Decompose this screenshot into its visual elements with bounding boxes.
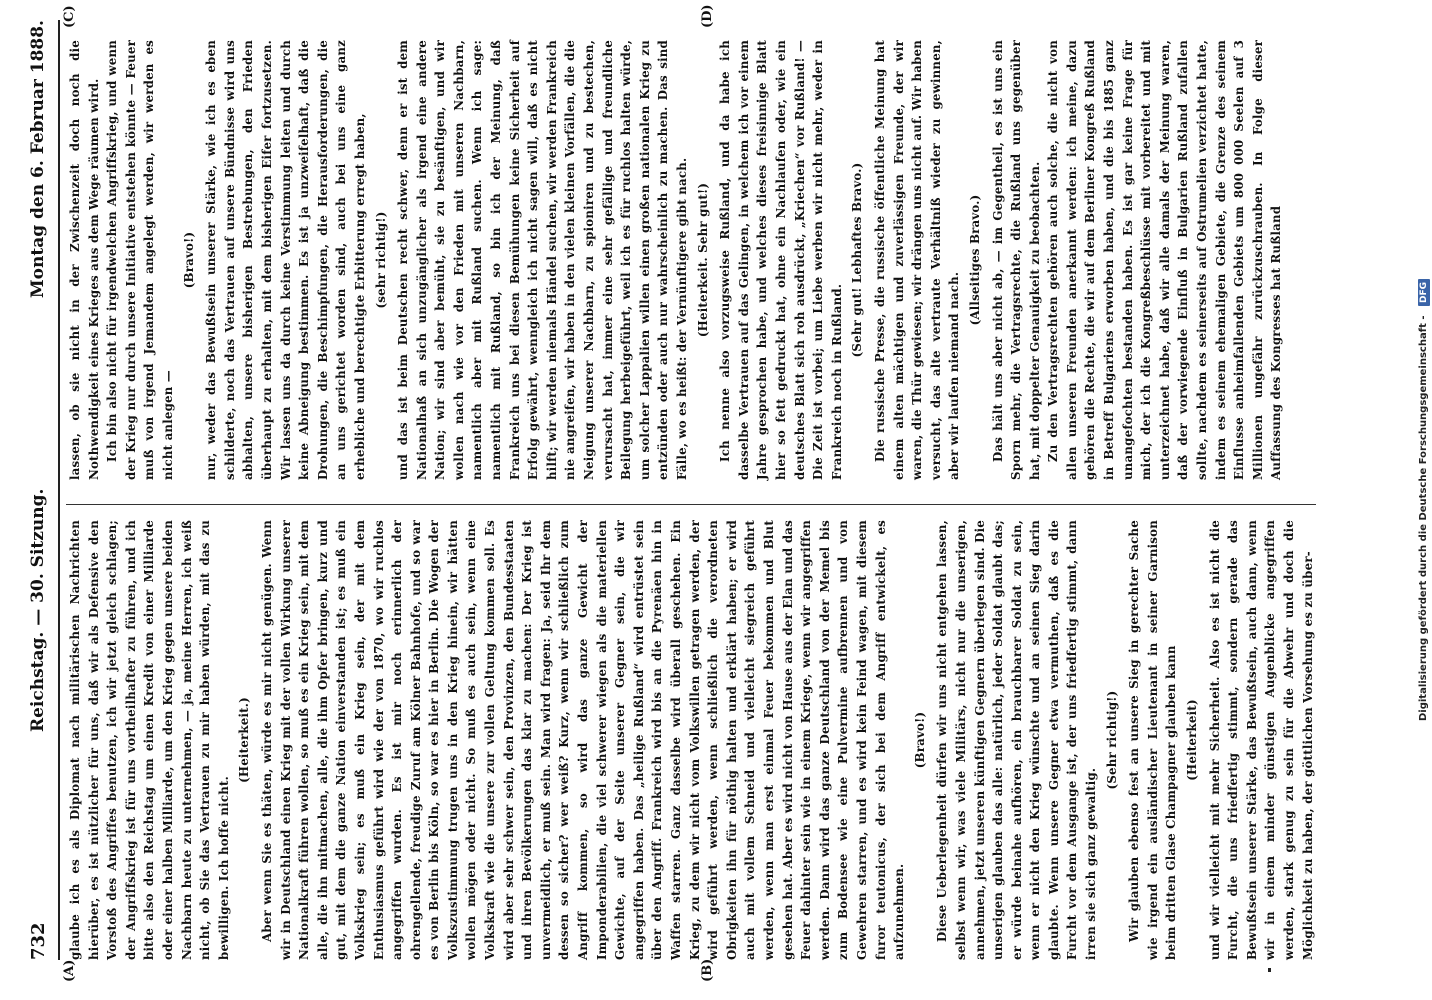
interjection: (Heiterkeit.) xyxy=(237,697,252,783)
interjection: (sehr richtig!) xyxy=(373,211,388,309)
interjection: (Sehr richtig!) xyxy=(1104,690,1119,790)
speech-paragraph: Diese Ueberlegenheit dürfen wir uns nicht entgehen lassen, selbst wenn wir, was viele Militärs, nicht nur die unserigen, annehmen, jetzt unseren künftigen Gegnern überlegen sind. Die unserigen glauben das alle: natürlich, jeder Soldat glaubt das; er würde beinahe aufhören, ein brauchbarer Soldat zu sein, wenn er nicht den Krieg wünschte und an seinen Sieg darin glaubte. Wenn unsere Gegner etwa vermuthen, daß es die Furcht vor dem Ausgange ist, der uns friedfertig stimmt, dann irren sie sich ganz gewaltig. xyxy=(935,520,1099,960)
column-divider xyxy=(66,504,1316,505)
interjection: (Heiterkeit) xyxy=(1185,699,1200,781)
interjection: (Heiterkeit. Sehr gut!) xyxy=(695,182,710,338)
margin-marker-c: (C) xyxy=(62,5,77,28)
speech-paragraph: lassen, ob sie nicht in der Zwischenzeit doch noch die Nothwendigkeit eines Krieges aus dem Wege räumen wird. xyxy=(68,40,101,480)
interjection: (Bravo!) xyxy=(912,711,927,769)
speech-paragraph: Ich bin also nicht für irgendwelchen Angriffskrieg, und wenn der Krieg nur durch unsere Initiative entstehen könnte — Feuer muß von irgend Jemandem angelegt werden, wir werden es nicht anlegen — xyxy=(105,40,175,480)
margin-marker-a: (A) xyxy=(62,959,77,982)
interjection: (Allseitiges Bravo.) xyxy=(967,194,982,326)
session-title: Reichstag. — 30. Sitzung. xyxy=(28,488,48,733)
speech-paragraph: Ich nenne also vorzugsweise Rußland, und da habe ich dasselbe Vertrauen auf das Gelingen, in welchem ich vor einem Jahre gesprochen habe, und welches dieses freisinnige Blatt hier so fett gedruckt hat, ohne ein Nachlaufen oder, wie ein deutsches Blatt sich roh ausdrückt, „Kriechen“ vor Rußland! — Die Zeit ist vorbei; um Liebe werben wir nicht mehr, weder in Frankreich noch in Rußland. xyxy=(718,40,844,480)
session-date: Montag den 6. Februar 1888. xyxy=(28,20,48,299)
speech-paragraph: Die russische Presse, die russische öffentliche Meinung hat einem alten mächtigen und zuverlässigen Freunde, der wir waren, die Thür gewiesen; wir drängen uns nicht auf. Wir haben versucht, das alte vertraute Verhältniß wieder zu gewinnen, aber wir laufen niemand nach. xyxy=(872,40,962,480)
credit-text: Digitalisierung gefördert durch die Deutsche Forschungsgemeinschaft - xyxy=(1418,315,1429,722)
interjection: (Bravo!) xyxy=(181,231,196,289)
speech-paragraph: nur, weder das Bewußtsein unserer Stärke, wie ich es eben schilderte, noch das Vertrauen auf unsere Bündnisse wird uns abhalten, unsere bisherigen Bestrebungen, den Frieden überhaupt zu erhalten, mit dem bisherigen Eifer fortzusetzen. Wir lassen uns da durch keine Verstimmung leiten und durch keine Abneigung bestimmen. Es ist ja unzweifelhaft, daß die Drohungen, die Beschimpfungen, die Herausforderungen, die an uns gerichtet worden sind, auch bei uns eine ganz erhebliche und berechtigte Erbitterung erregt haben, xyxy=(204,40,367,480)
speech-paragraph: Aber wenn Sie es thäten, würde es mir nicht genügen. Wenn wir in Deutschland einen Krieg mit der vollen Wirkung unserer Nationalkraft führen wollen, so muß es ein Krieg sein, mit dem alle, die ihn mitmachen, alle, die ihm Opfer bringen, kurz und gut, mit dem die ganze Nation einverstanden ist; es muß ein Volkskrieg sein; es muß ein Krieg sein, der mit dem Enthusiasmus geführt wird wie der von 1870, wo wir ruchlos angegriffen wurden. Es ist mir noch erinnerlich der ohrengellende, freudige Zuruf am Kölner Bahnhofe, und so war es von Berlin bis Köln, so war es hier in Berlin. Die Wogen der Volkszustimmung trugen uns in den Krieg hinein, wir hätten wollen mögen oder nicht. So muß es auch sein, wenn eine Volkskraft wie die unsere zur vollen Geltung kommen soll. Es wird aber sehr schwer sein, den Provinzen, den Bundesstaaten und ihren Bevölkerungen das klar zu machen: Der Krieg ist unvermeidlich, er muß sein. Man wird fragen: Ja, seid Ihr dem dessen so sicher? wer weiß? Kurz, wenn wir schließlich zum Angriff kommen, so wird das ganze Gewicht der Imponderabilien, die viel schwerer wiegen als die materiellen Gewichte, auf der Seite unserer Gegner sein, die wir angegriffen haben. Das „heilige Rußland“ wird entrüstet sein über den Angriff. Frankreich wird bis an die Pyrenäen hin in Waffen starren. Ganz dasselbe wird überall geschehen. Ein Krieg, zu dem wir nicht vom Volkswillen getragen werden, der wird geführt werden, wenn schließlich die verordneten Obrigkeiten ihn für nöthig halten und erklärt haben; er wird auch mit vollem Schneid und vielleicht siegreich geführt werden, wenn man erst einmal Feuer bekommen und Blut gesehen hat. Aber es wird nicht von Hause aus der Elan und das Feuer dahinter sein wie in einem Kriege, wenn wir angegriffen werden. Dann wird das ganze Deutschland von der Memel bis zum Bodensee wie eine Pulvermine aufbrennen und von Gewehren starren, und es wird kein Feind wagen, mit diesem furor teutonicus, der sich bei dem Angriff entwickelt, es aufzunehmen. xyxy=(259,520,907,960)
dfg-logo: DFG xyxy=(1418,279,1430,306)
interjection: (Sehr gut! Lebhaftes Bravo.) xyxy=(850,162,865,358)
speech-paragraph: und wir vielleicht mit mehr Sicherheit. Also es ist nicht die Furcht, die uns friedfertig stimmt, sondern gerade das Bewußtsein unserer Stärke, das Bewußtsein, auch dann, wenn wir in einem minder günstigen Augenblicke angegriffen werden, stark genug zu sein für die Abwehr und doch die Möglichkeit zu haben, der göttlichen Vorsehung es zu über- xyxy=(1207,520,1315,960)
digitization-credit xyxy=(1418,0,1430,1000)
page-header xyxy=(18,20,60,960)
left-text-column xyxy=(66,520,1317,960)
speech-paragraph: glaube ich es als Diplomat nach militärischen Nachrichten hierüber, es ist nützlicher für uns, daß wir als Defensive den Vorstoß des Angriffes benutzen, ich wir jetzt gleich schlagen; der Angriffskrieg ist für uns vortheilhafter zu führen, und ich bitte also den Reichstag um einen Kredit von einer Milliarde oder einer halben Milliarde, um den Krieg gegen unsere beiden Nachbarn heute zu unternehmen, — ja, meine Herren, ich weiß nicht, ob Sie das Vertrauen zu mir haben würden, mit das zu bewilligen. Ich hoffe nicht. xyxy=(68,520,231,960)
page-number: 732 xyxy=(27,922,49,960)
speech-paragraph: Das hält uns aber nicht ab, — im Gegentheil, es ist uns ein Sporn mehr, die Vertragsrechte, die Rußland uns gegenüber hat, mit doppelter Genauigkeit zu beobachten. xyxy=(990,40,1042,480)
scan-speck xyxy=(1268,968,1271,972)
speech-paragraph: Wir glauben ebenso fest an unsere Sieg in gerechter Sache wie irgend ein ausländischer Lieutenant in seiner Garnison beim dritten Glase Champagner glauben kann xyxy=(1127,520,1179,960)
right-text-column xyxy=(66,40,1286,480)
speech-paragraph: und das ist beim Deutschen recht schwer, denn er ist dem Nationalhaß an sich unzugänglicher als irgend eine andere Nation; wir sind aber bemüht, sie zu besänftigen, und wir wollen nach wie vor den Frieden mit unseren Nachbarn, namentlich aber mit Rußland suchen. Wenn ich sage: namentlich mit Rußland, so bin ich der Meinung, daß Frankreich uns bei diesen Bemühungen keine Sicherheit auf Erfolg gewährt, wenngleich ich nicht sagen will, daß es nicht hilft; wir werden niemals Händel suchen, wir werden Frankreich nie angreifen, wir haben in den vielen kleinen Vorfällen, die die Neigung unserer Nachbarn, zu spioniren und zu bestechen, verursacht hat, immer eine sehr gefällige und freundliche Beilegung herbeigeführt, weil ich es für ruchlos halten würde, um solcher Lappalien willen einen großen nationalen Krieg zu entzünden oder auch nur wahrscheinlich zu machen. Das sind Fälle, wo es heißt: der Vernünftigere gibt nach. xyxy=(396,40,689,480)
margin-marker-b: (B) xyxy=(700,958,715,982)
margin-marker-d: (D) xyxy=(700,4,715,28)
speech-paragraph: Zu den Vertragsrechten gehören auch solche, die nicht von allen unseren Freunden anerkannt werden: ich meine, dazu gehören die Rechte, die wir auf dem Berliner Kongreß Rußland in Betreff Bulgariens erworben haben, und die bis 1885 ganz unangefochten bestanden haben. Es ist gar keine Frage für mich, der ich die Kongreßbeschlüsse mit vorbereitet und mit unterzeichnet habe, daß wir alle damals der Meinung waren, daß der vorwiegende Einfluß in Bulgarien Rußland zufallen sollte, nachdem es seinerseits auf Ostrumelien verzichtet hatte, indem es seinem ehemaligen Gebiete, die Grenze des seinem Einflusse anheimfallenden Gebiets um 800 000 Seelen auf 3 Millionen ungefähr zurückzuschrauben. In Folge dieser Auffassung des Kongresses hat Rußland xyxy=(1046,40,1284,480)
